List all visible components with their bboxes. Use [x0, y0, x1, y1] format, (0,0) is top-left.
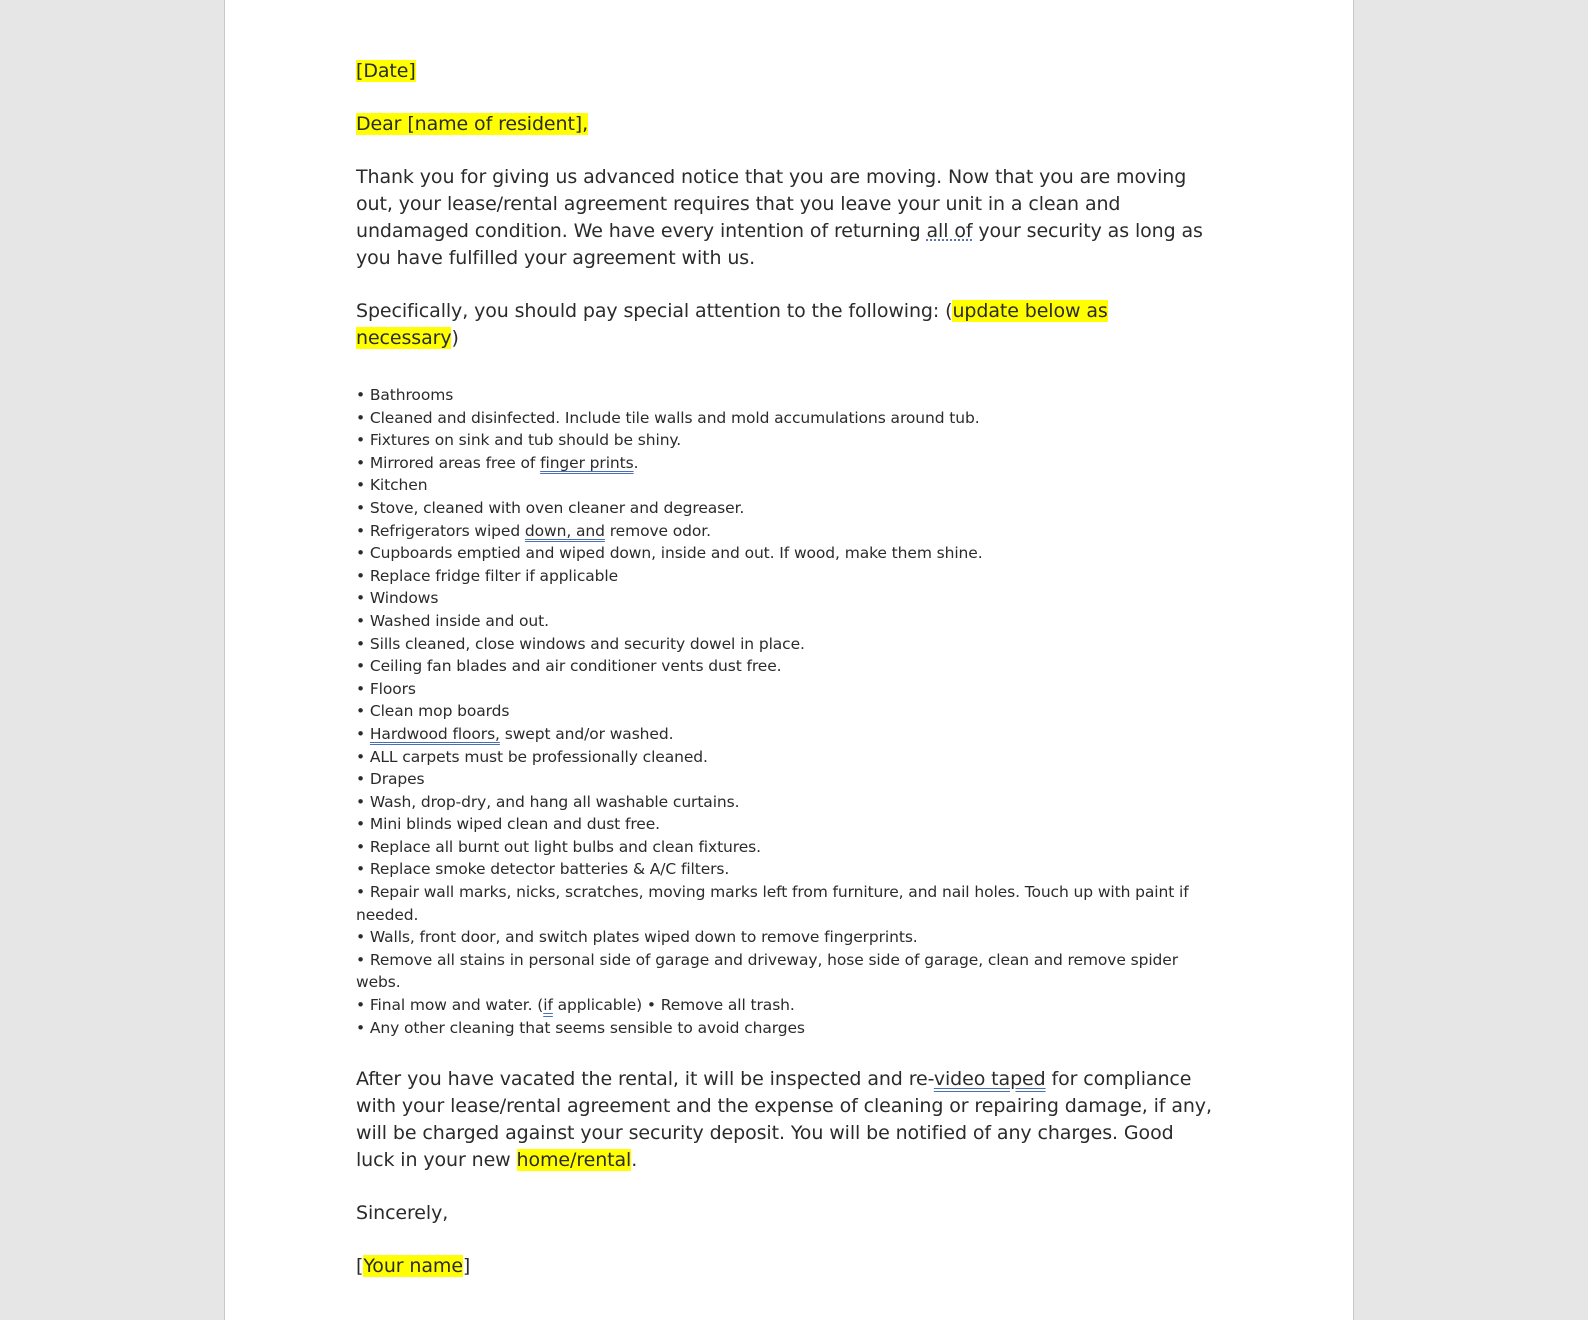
- list-item: • Mini blinds wiped clean and dust free.: [356, 815, 660, 834]
- list-item: • Windows: [356, 589, 439, 608]
- date-line: [356, 58, 1216, 85]
- grammar-flag: all of: [926, 220, 973, 242]
- document-page: [224, 0, 1354, 1320]
- grammar-flag: video taped: [933, 1068, 1046, 1091]
- list-item: • Refrigerators wiped down, and remove odor.: [356, 521, 711, 540]
- specifically-paragraph: Specifically, you should pay special attention to the following: (update below as necessary): [356, 300, 1108, 349]
- list-item: • Washed inside and out.: [356, 611, 549, 630]
- list-item: • Sills cleaned, close windows and security dowel in place.: [356, 634, 805, 653]
- letter-body: [356, 58, 1216, 1280]
- intro-paragraph: Thank you for giving us advanced notice that you are moving. Now that you are moving out, your lease/rental agreement requires that you leave your unit in a clean and undamaged condition. We have every intention of returning all of your security as long as you have fulfilled your agreement with us.: [356, 166, 1203, 269]
- list-item: • Hardwood floors, swept and/or washed.: [356, 724, 674, 743]
- grammar-flag: if: [543, 996, 553, 1015]
- greeting-line: [356, 111, 1216, 138]
- list-item: • Replace fridge filter if applicable: [356, 566, 619, 585]
- list-item: • Replace smoke detector batteries & A/C filters.: [356, 860, 730, 879]
- closing-paragraph: After you have vacated the rental, it will be inspected and re-video taped for compliance with your lease/rental agreement and the expense of cleaning or repairing damage, if any, will be charged against your security deposit. You will be notified of any charges. Good luck in your new home/rental.: [356, 1068, 1212, 1172]
- update-note-highlight: update below as necessary: [356, 300, 1108, 349]
- list-item: • Replace all burnt out light bulbs and clean fixtures.: [356, 837, 761, 856]
- list-item: • ALL carpets must be professionally cleaned.: [356, 747, 708, 766]
- list-item: • Stove, cleaned with oven cleaner and degreaser.: [356, 498, 745, 517]
- signature-line: [Your name]: [356, 1255, 471, 1278]
- list-item: • Walls, front door, and switch plates wiped down to remove fingerprints.: [356, 928, 918, 947]
- grammar-flag: down, and: [524, 521, 605, 540]
- list-item: • Fixtures on sink and tub should be shiny.: [356, 431, 682, 450]
- list-item: • Drapes: [356, 770, 425, 789]
- greeting-placeholder: Dear [name of resident],: [356, 113, 589, 135]
- signature-placeholder: Your name: [363, 1255, 463, 1278]
- grammar-flag: Hardwood floors,: [369, 724, 500, 743]
- checklist: [356, 384, 1216, 1039]
- list-item: • Remove all stains in personal side of garage and driveway, hose side of garage, clean and remove spider webs.: [356, 950, 1179, 992]
- list-item: • Mirrored areas free of finger prints.: [356, 453, 639, 472]
- sign-off: Sincerely,: [356, 1202, 449, 1225]
- list-item: • Cupboards emptied and wiped down, inside and out. If wood, make them shine.: [356, 544, 983, 563]
- list-item: • Cleaned and disinfected. Include tile walls and mold accumulations around tub.: [356, 408, 980, 427]
- list-item: • Clean mop boards: [356, 702, 510, 721]
- list-item: • Kitchen: [356, 476, 428, 495]
- list-item: • Repair wall marks, nicks, scratches, moving marks left from furniture, and nail holes. Touch up with paint if needed.: [356, 883, 1189, 924]
- date-placeholder: [Date]: [356, 60, 416, 82]
- list-item: • Any other cleaning that seems sensible to avoid charges: [356, 1018, 805, 1037]
- list-item: • Ceiling fan blades and air conditioner vents dust free.: [356, 657, 782, 676]
- list-item: • Bathrooms: [356, 386, 454, 404]
- grammar-flag: finger prints: [540, 453, 634, 472]
- list-item: • Final mow and water. (if applicable) • Remove all trash.: [356, 996, 795, 1015]
- list-item: • Wash, drop-dry, and hang all washable curtains.: [356, 792, 740, 811]
- home-rental-highlight: home/rental: [516, 1149, 632, 1172]
- list-item: • Floors: [356, 679, 416, 698]
